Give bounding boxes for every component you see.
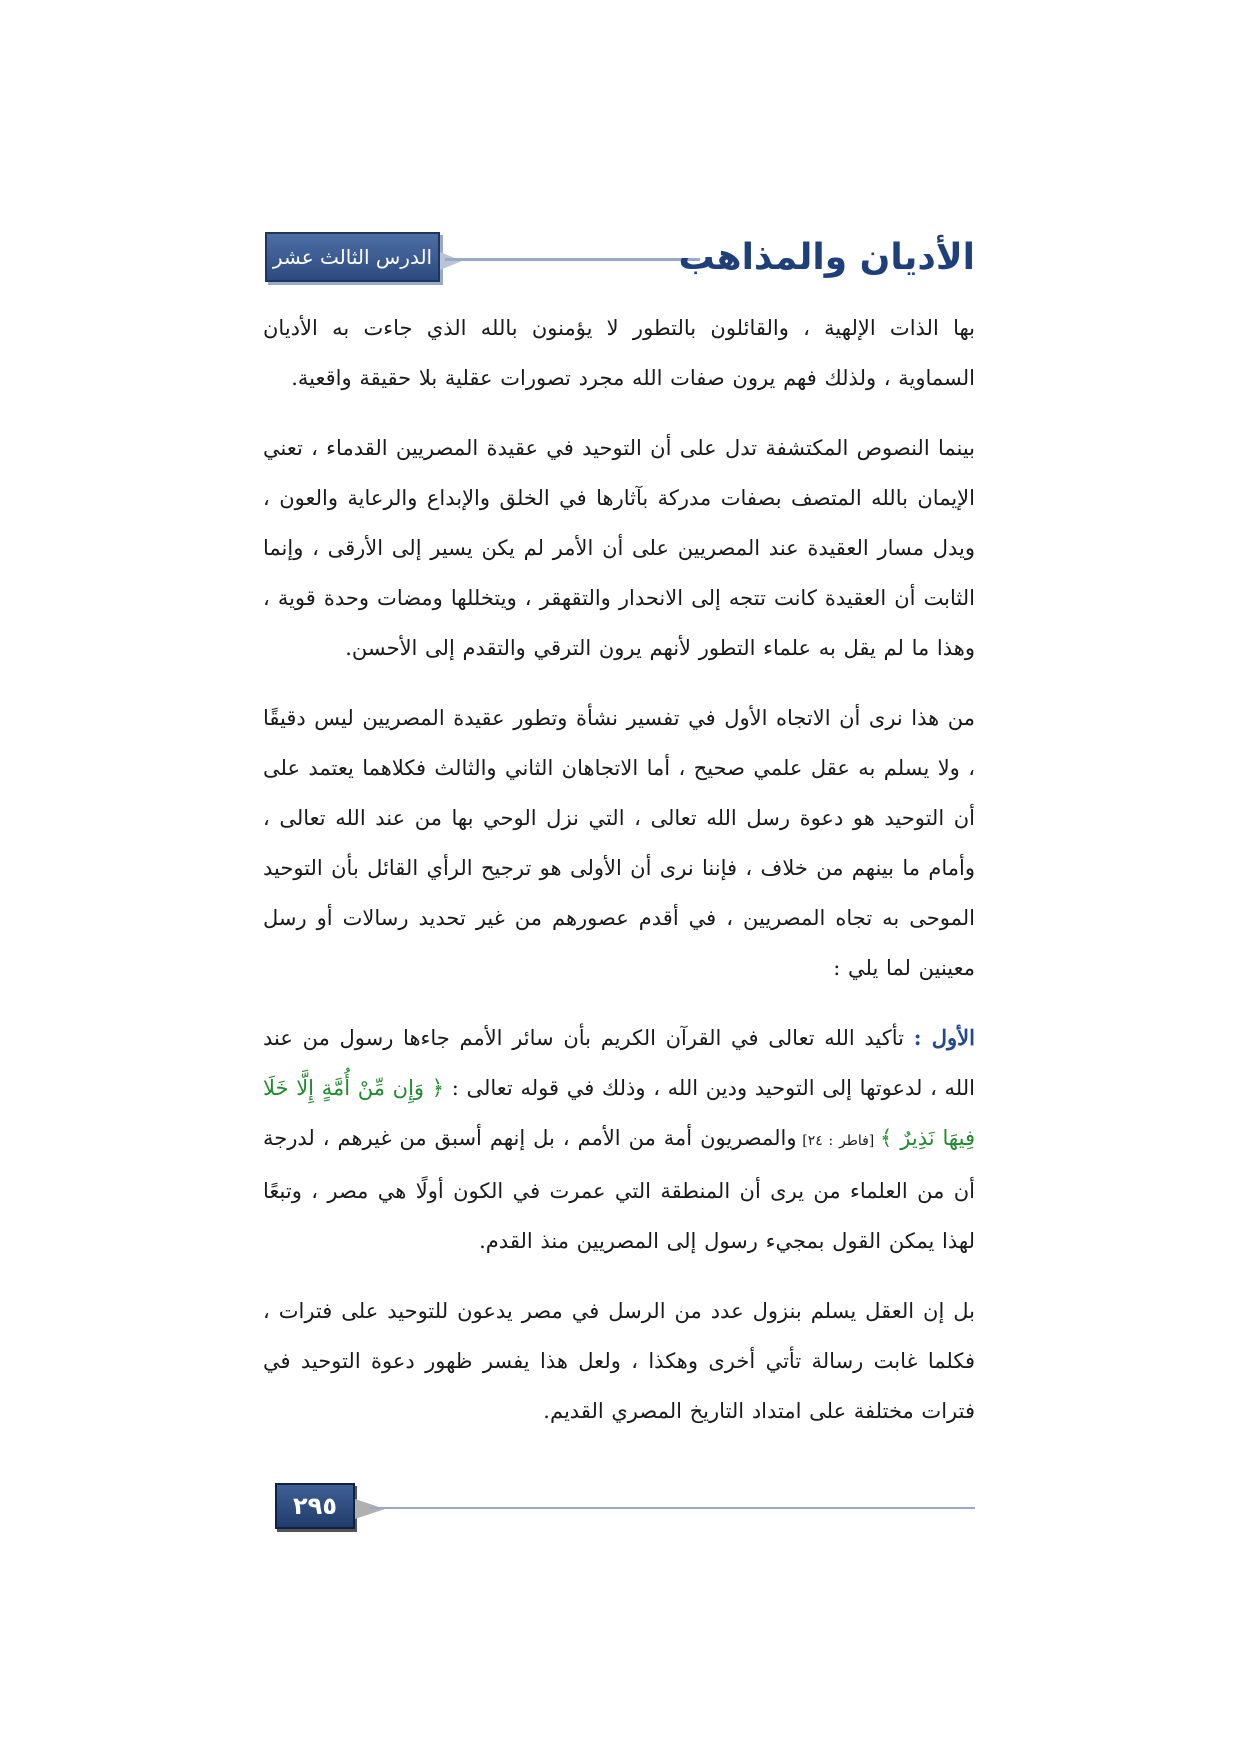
- page-footer: [275, 1483, 975, 1533]
- footer-decoration: [355, 1499, 385, 1519]
- paragraph: من هذا نرى أن الاتجاه الأول في تفسير نشأة وتطور عقيدة المصريين ليس دقيقًا ، ولا يسلم به عقل علمي صحيح ، أما الاتجاهان الثاني والثالث فكلاهما يعتمد على أن التوحيد هو دعوة رسل الله تعالى ، التي نزل الوحي بها من عند الله تعالى ، وأمام ما بينهم من خلاف ، فإننا نرى أن الأولى هو ترجيح الرأي القائل بأن التوحيد الموحى به تجاه المصريين ، في أقدم عصورهم من غير تحديد رسالات أو رسل معينين لما يلي :: [263, 706, 975, 980]
- page-header: [265, 230, 975, 290]
- header-decoration: [440, 252, 462, 270]
- paragraph-lead: الأول :: [913, 1025, 975, 1050]
- paragraph-first-reason: [263, 1013, 975, 1266]
- book-title: الأديان والمذاهب: [678, 237, 975, 278]
- paragraph: بينما النصوص المكتشفة تدل على أن التوحيد في عقيدة المصريين القدماء ، تعني الإيمان بالله المتصف بصفات مدركة بآثارها في الخلق والإبداع والرعاية والعون ، ويدل مسار العقيدة عند المصريين على أن الأمر لم يكن يسير إلى الأرقى ، وإنما الثابت أن العقيدة كانت تتجه إلى الانحدار والتقهقر ، ويتخللها ومضات وحدة قوية ، وهذا ما لم يقل به علماء التطور لأنهم يرون الترقي والتقدم إلى الأحسن.: [263, 436, 975, 660]
- page-number: ٢٩٥: [275, 1483, 355, 1529]
- verse-reference: [فاطر : ٢٤]: [796, 1133, 880, 1149]
- lesson-label: الدرس الثالث عشر: [265, 232, 440, 282]
- paragraph-text: والمصريون أمة من الأمم ، بل إنهم أسبق من غيرهم ، لدرجة أن من العلماء من يرى أن المنطقة التي عمرت في الكون أولًا هي مصر ، وتبعًا لهذا يمكن القول بمجيء رسول إلى المصريين منذ القدم.: [263, 1126, 975, 1253]
- quran-verse: ﴿ وَإِن مِّنْ أُمَّةٍ إِلَّا خَلَا فِيهَا نَذِيرٌ ﴾: [263, 1076, 975, 1150]
- paragraph: بها الذات الإلهية ، والقائلون بالتطور لا يؤمنون بالله الذي جاءت به الأديان السماوية ، ولذلك فهم يرون صفات الله مجرد تصورات عقلية بلا حقيقة واقعية.: [263, 316, 975, 390]
- header-divider: [445, 258, 700, 261]
- page-body: [263, 303, 975, 1456]
- paragraph: بل إن العقل يسلم بنزول عدد من الرسل في مصر يدعون للتوحيد على فترات ، فكلما غابت رسالة تأتي أخرى وهكذا ، ولعل هذا يفسر ظهور دعوة التوحيد في فترات مختلفة على امتداد التاريخ المصري القديم.: [263, 1299, 975, 1423]
- footer-divider: [370, 1507, 975, 1509]
- paragraph-text: تأكيد الله تعالى في القرآن الكريم بأن سائر الأمم جاءها رسول من عند الله ، لدعوتها إلى التوحيد ودين الله ، وذلك في قوله تعالى :: [263, 1026, 975, 1100]
